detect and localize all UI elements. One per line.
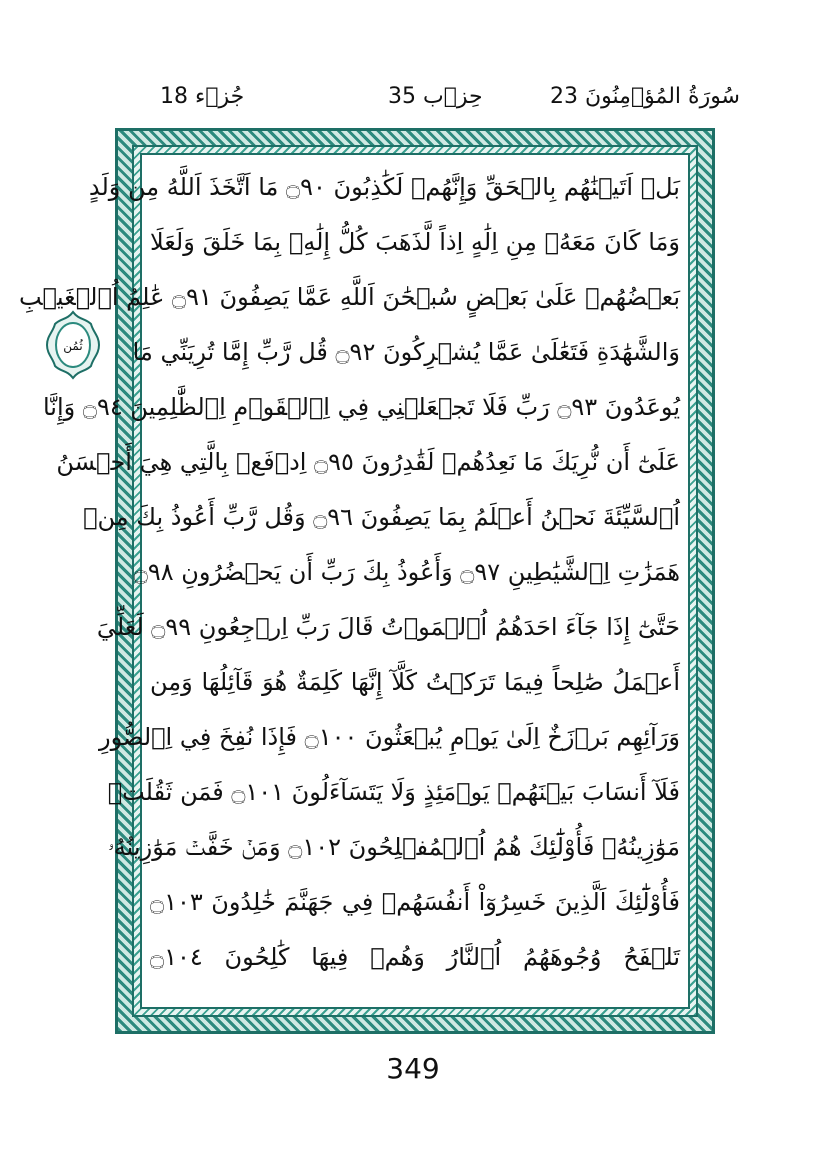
page-header: [160, 84, 740, 114]
text-line-14: فَأُوْلَٰٓئِكَ اَلَّذِينَ خَسِرُوٓاْ أَنفُسَهُمۡ فِي جَهَنَّمَ خَٰلِدُونَ ۝١٠٣: [150, 888, 680, 916]
page-number: 349: [386, 1052, 440, 1085]
thumun-label: ثُمُن: [63, 339, 83, 353]
hizb-label: حِزۡب 35: [388, 84, 483, 109]
text-line-1: بَلۡ اَتَيۡنَٰهُم بِالۡحَقِّ وَإِنَّهُمۡ لَكَٰذِبُونَ ۝٩٠ مَا اَتَّخَذَ اَللَّهُ مِن وَلَدٍ: [88, 173, 680, 201]
text-line-11: وَرَآئِهِم بَرۡزَخٌ اِلَىٰ يَوۡمِ يُبۡعَثُونَ ۝١٠٠ فَإِذَا نُفِخَ فِي اِ۬لصُّورِ: [99, 723, 680, 751]
text-line-13: مَوَٰزِينُهُۥ فَأُوْلَٰٓئِكَ هُمُ اُ۬لۡمُفۡلِحُونَ ۝١٠٢ وَمَنۡ خَفَّتۡ مَوَٰزِينُهُۥ: [107, 833, 680, 861]
text-line-5: يُوعَدُونَ ۝٩٣ رَبِّ فَلَا تَجۡعَلۡنِي فِي اِ۬لۡقَوۡمِ اِ۬لظَّٰلِمِينَ ۝٩٤ وَإِنَّا: [42, 393, 680, 421]
text-line-8: هَمَزَٰتِ اِ۬لشَّيَٰطِينِ ۝٩٧ وَأَعُوذُ بِكَ رَبِّ أَن يَحۡضُرُونِ ۝٩٨: [133, 558, 680, 586]
text-line-3: بَعۡضُهُمۡ عَلَىٰ بَعۡضٍ سُبۡحَٰنَ اَللَّهِ عَمَّا يَصِفُونَ ۝٩١ عَٰلِمُ اُ۬لۡغَيۡبِ: [18, 283, 680, 311]
thumun-marker-icon: [45, 310, 101, 380]
surah-title: 23 سُورَةُ المُؤۡمِنُونَ: [550, 84, 740, 109]
text-line-4: وَالشَّهَٰدَةِ فَتَعَٰلَىٰ عَمَّا يُشۡرِكُونَ ۝٩٢ قُل رَّبِّ إِمَّا تُرِيَنِّي مَا: [132, 338, 680, 366]
text-line-9: حَتَّىٰٓ إِذَا جَآءَ احَدَهُمُ اُ۬لۡمَوۡتُ قَالَ رَبِّ اِرۡجِعُونِ ۝٩٩ لَعَلِّيَ: [96, 613, 680, 641]
text-line-7: اُ۬لسَّيِّئَةَ نَحۡنُ أَعۡلَمُ بِمَا يَصِفُونَ ۝٩٦ وَقُل رَّبِّ أَعُوذُ بِكَ مِنۡ: [83, 503, 680, 531]
text-line-12: فَلَآ أَنسَابَ بَيۡنَهُمۡ يَوۡمَئِذٍ وَلَا يَتَسَآءَلُونَ ۝١٠١ فَمَن ثَقُلَتۡ: [107, 778, 680, 806]
juz-label: جُزۡء 18: [160, 84, 245, 109]
text-line-15: تَلۡفَحُ وُجُوهَهُمُ اُ۬لنَّارُ وَهُمۡ فِيهَا كَٰلِحُونَ ۝١٠٤: [150, 943, 680, 971]
text-line-6: عَلَىٰٓ أَن نُّرِيَكَ مَا نَعِدُهُمۡ لَقَٰدِرُونَ ۝٩٥ اِدۡفَعۡ بِالَّتِي هِيَ أَحۡسَنُ: [56, 448, 680, 476]
text-line-10: أَعۡمَلُ صَٰلِحاً فِيمَا تَرَكۡتُ كَلَّآ إِنَّهَا كَلِمَةٌ هُوَ قَآئِلُهَا وَمِن: [150, 668, 680, 696]
text-line-2: وَمَا كَانَ مَعَهُۥ مِنِ اِلَٰهٍ اِذاً لَّذَهَبَ كُلُّ إِلَٰهِۢ بِمَا خَلَقَ وَلَعَلَا: [150, 228, 680, 256]
